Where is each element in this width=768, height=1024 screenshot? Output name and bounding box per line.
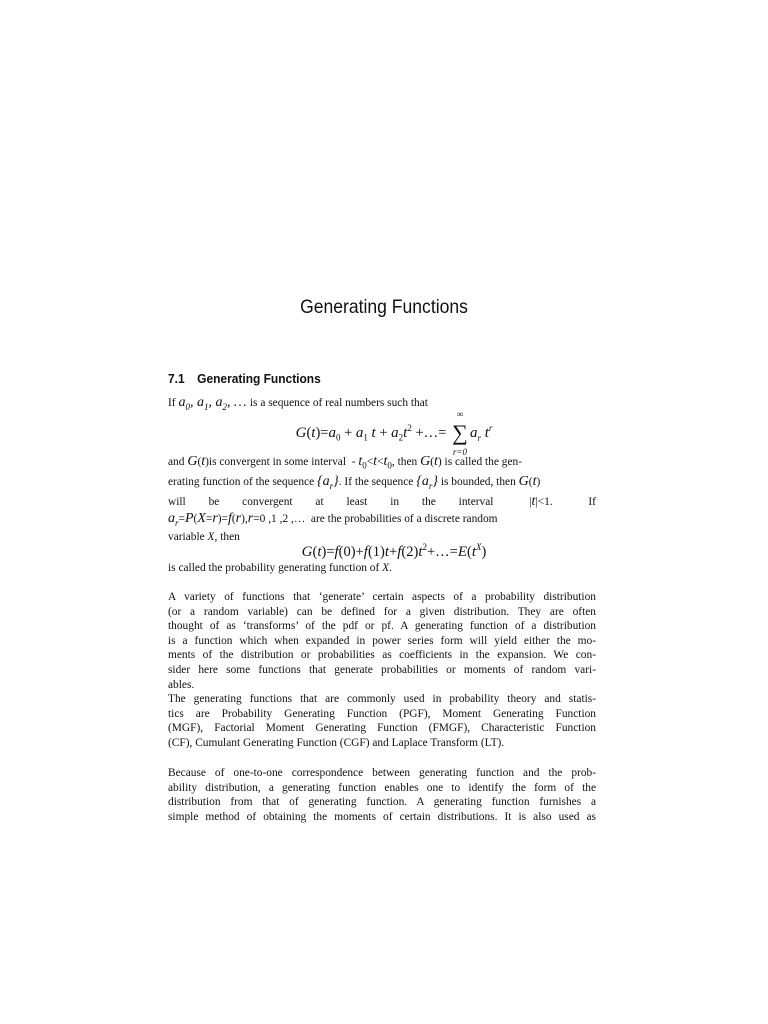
- paragraph-line: (or a random variable) can be defined for a given distribution. They are often: [168, 605, 596, 618]
- text-fragment: is bounded, then: [440, 475, 516, 488]
- paragraph-line: is a function which when expanded in power series form will yield either the mo-: [168, 634, 596, 647]
- paragraph-line: A variety of functions that ‘generate’ certain aspects of a probability distribution: [168, 591, 596, 603]
- intro-line: If $a_0$, $a_1$, $a_2$, … is a sequence of real numbers such that: [168, 395, 428, 412]
- text-fragment: If: [588, 496, 596, 509]
- paragraph-line: sider here some functions that generate probabilities or moments of random vari-: [168, 663, 596, 676]
- paragraph-line: Because of one-to-one correspondence between generating function and the prob-: [168, 767, 596, 779]
- convergence-paragraph: and G(t)is convergent in some interval - $t_0<t<t_0$, then G(t) is called the gen- erating function of the sequence $\{a_r\}$. If the sequence $\{a_r\}$ is bounded, then G(t) will be convergent at least in the interval |t|<1. If $a_r=P(X=r)=f(r),r=0$ ,1 ,2 ,… are the probabilities of a discrete random variable X, then: [168, 454, 596, 544]
- text-fragment: , then: [391, 456, 418, 468]
- paragraph-line: (CF), Cumulant Generating Function (CGF) and Laplace Transform (LT).: [168, 736, 505, 749]
- section-number: 7.1: [168, 371, 185, 386]
- pgf-sentence: [168, 561, 596, 576]
- paragraph-line: ments of the distribution or probabilities as coefficients in the expansion. We con-: [168, 649, 596, 662]
- text-fragment: will be convergent at least in the interval: [168, 496, 494, 509]
- text-fragment: X: [207, 531, 215, 544]
- chapter-title: Generating Functions: [300, 296, 468, 318]
- paragraph-line: thought of as ‘transforms’ of the pdf or pf. A generating function of a distribution: [168, 620, 596, 633]
- paragraph-line: (MGF), Factorial Moment Generating Function (FMGF), Characteristic Function: [168, 722, 596, 735]
- text-fragment: is convergent in some interval: [208, 456, 346, 468]
- paragraph-line: The generating functions that are commonly used in probability theory and statis-: [168, 693, 596, 706]
- section-title: Generating Functions: [197, 371, 321, 386]
- paragraph-line: simple method of obtaining the moments of certain distributions. It is also used as: [168, 810, 596, 823]
- text-fragment: X: [382, 562, 390, 574]
- text-fragment: erating function of the sequence: [168, 475, 315, 488]
- text-fragment: . If the sequence: [338, 475, 414, 488]
- text-fragment: , then: [214, 531, 240, 544]
- paragraph-line: tics are Probability Generating Function (PGF), Moment Generating Function: [168, 707, 596, 720]
- text-fragment: .: [389, 562, 392, 574]
- summation-symbol: ∞ ∑ r=0: [452, 409, 468, 457]
- pgf-equation: $G(t)=f(0)+f(1)t+f(2)t^2+\dots=E(t^X)$: [301, 542, 487, 560]
- paragraph-correspondence: [168, 766, 596, 824]
- text-fragment: variable: [168, 531, 205, 544]
- section-heading: [168, 371, 321, 386]
- text-fragment: are the probabilities of a discrete random: [310, 512, 498, 525]
- text-fragment: is called the gen-: [444, 456, 523, 468]
- generating-function-equation: $G(t)=a_0 + a_1$ $t + a_2t^2$ +…= ∞ ∑ r=0 $a_r$ $t^r$: [295, 409, 493, 457]
- paragraph-line: ables.: [168, 678, 195, 691]
- paragraph-line: ability distribution, a generating function enables one to identify the form of the: [168, 781, 596, 794]
- sequence-math: $a_0$, $a_1$, $a_2$, …: [178, 395, 250, 412]
- text-fragment: and: [168, 456, 185, 468]
- text-fragment: is called the probability generating function of: [168, 562, 380, 574]
- paragraph-variety: [168, 590, 596, 751]
- intro-text: is a sequence of real numbers such that: [249, 397, 428, 409]
- paragraph-line: distribution from that of generating function. A generating function furnishes a: [168, 796, 596, 809]
